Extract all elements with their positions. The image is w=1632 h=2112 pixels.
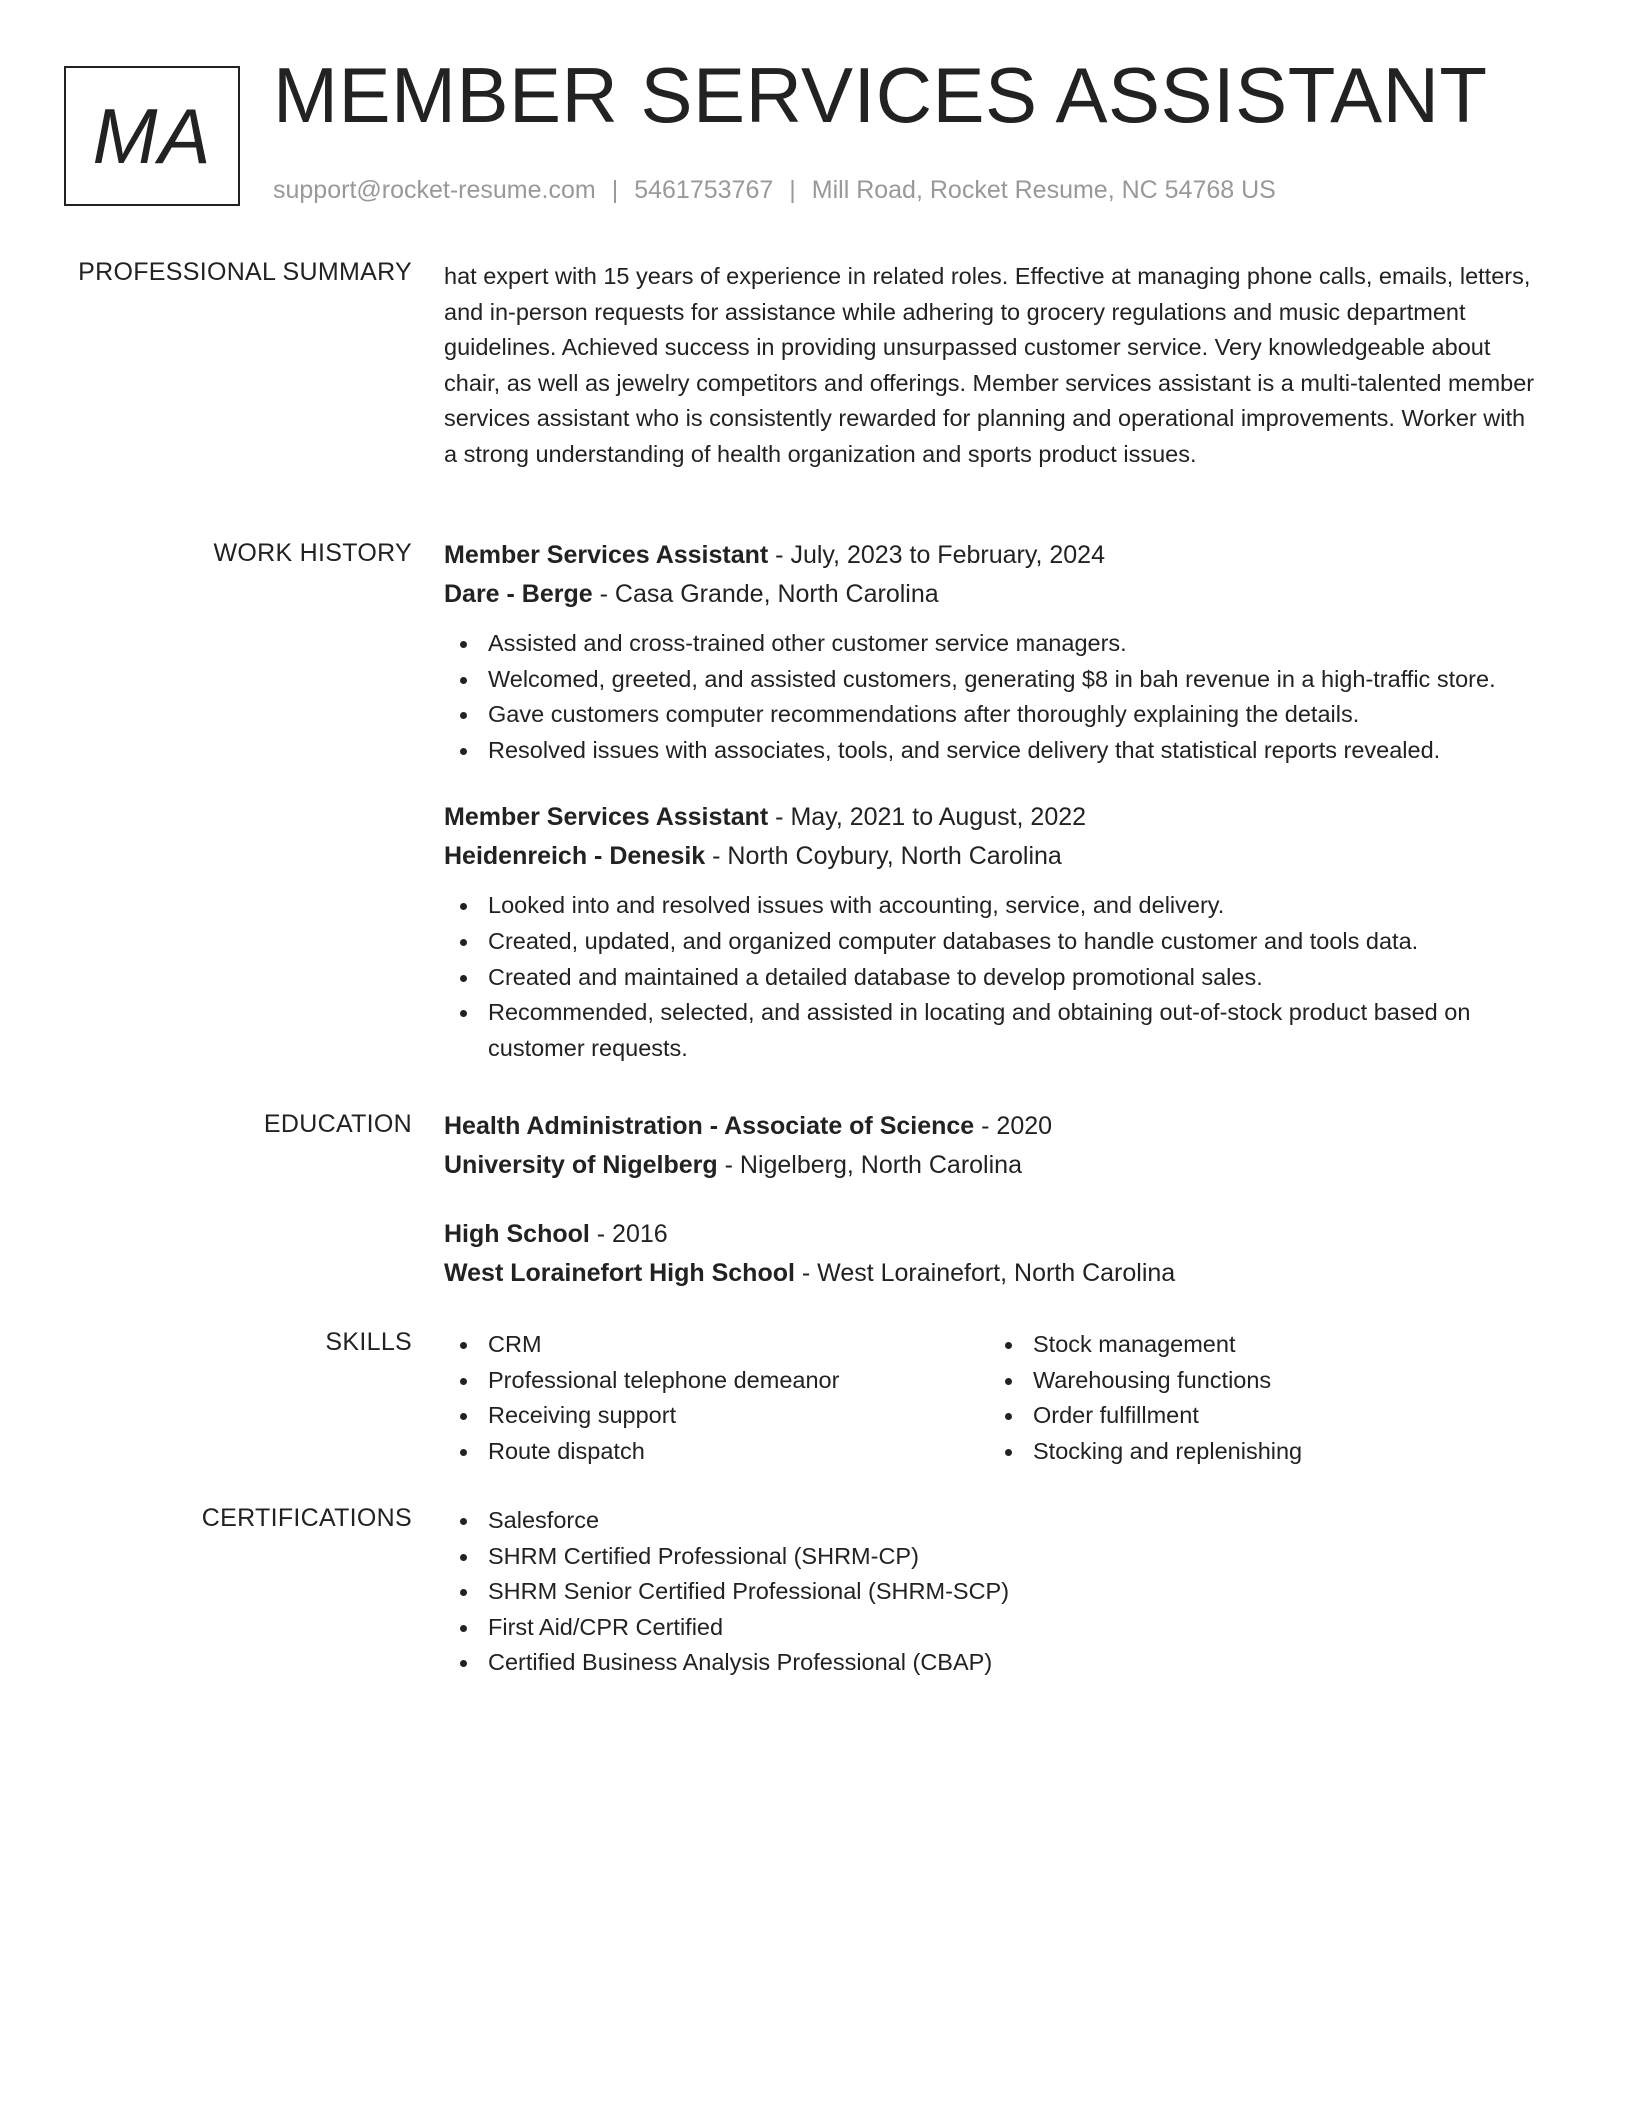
degree-year: - 2020 [974,1112,1053,1140]
school-location: - West Lorainefort, North Carolina [794,1259,1176,1287]
contact-address: Mill Road, Rocket Resume, NC 54768 US [811,176,1276,204]
school-line [444,1254,1544,1293]
job-location: - Casa Grande, North Carolina [592,580,939,608]
list-item: Warehousing functions [989,1363,1534,1399]
school: West Lorainefort High School [444,1259,795,1287]
list-item: Professional telephone demeanor [444,1363,989,1399]
school: University of Nigelberg [444,1151,718,1179]
skills-column-left [444,1327,989,1469]
job-location: - North Coybury, North Carolina [705,842,1062,871]
job-company-line [444,575,1544,614]
list-item: Resolved issues with associates, tools, and service delivery that statistical reports revealed. [444,733,1544,769]
job-company: Dare - Berge [444,580,593,608]
list-item: Stock management [989,1327,1534,1363]
contact-email: support@rocket-resume.com [273,176,596,204]
section-label-summary: PROFESSIONAL SUMMARY [78,258,412,286]
contact-separator: | [789,176,796,204]
education-entry [444,1215,1544,1293]
list-item: First Aid/CPR Certified [444,1610,1544,1646]
job-company: Heidenreich - Denesik [444,842,706,871]
contact-phone: 5461753767 [634,176,774,204]
list-item: Stocking and replenishing [989,1434,1534,1470]
job-entry [444,536,1544,768]
list-item: Receiving support [444,1398,989,1434]
list-item: Gave customers computer recommendations after thoroughly explaining the details. [444,697,1544,733]
contact-line [273,176,1276,205]
job-dates: - July, 2023 to February, 2024 [768,541,1105,569]
job-title: Member Services Assistant [444,541,769,569]
certifications-list [444,1503,1544,1681]
job-title: Member Services Assistant [444,803,769,832]
list-item: Certified Business Analysis Professional (CBAP) [444,1645,1544,1681]
list-item: Recommended, selected, and assisted in locating and obtaining out-of-stock product based on customer requests. [444,995,1544,1066]
summary-text: hat expert with 15 years of experience in related roles. Effective at managing phone calls, emails, letters, and in-person requests for assistance while adhering to grocery regulations and music department guidelines. Achieved success in providing unsurpassed customer service. Very knowledgeable about chair, as well as jewelry competitors and offerings. Member services assistant is a multi-talented member services assistant who is consistently rewarded for planning and operational improvements. Worker with a strong understanding of health organization and sports product issues. [444,263,1535,467]
summary-body [444,259,1544,473]
list-item: Looked into and resolved issues with accounting, service, and delivery. [444,888,1544,924]
skills-grid [444,1327,1544,1469]
skills-list [989,1327,1534,1469]
section-label-education: EDUCATION [263,1110,412,1138]
school-line [444,1146,1544,1185]
degree: Health Administration - Associate of Science [444,1112,975,1140]
job-entry [444,798,1544,1066]
section-label-certifications: CERTIFICATIONS [201,1504,412,1532]
job-title-line [444,798,1544,837]
page-title: MEMBER SERVICES ASSISTANT [273,51,1488,139]
section-label-work: WORK HISTORY [213,539,412,567]
degree-line [444,1215,1544,1254]
job-bullets [444,888,1544,1066]
job-title-line [444,536,1544,575]
list-item: Salesforce [444,1503,1544,1539]
degree-line [444,1107,1544,1146]
skills-column-right [989,1327,1534,1469]
list-item: Welcomed, greeted, and assisted customers, generating $8 in bah revenue in a high-traffic store. [444,662,1544,698]
job-company-line [444,837,1544,876]
contact-separator: | [611,176,619,204]
monogram: MA [64,66,240,206]
list-item: SHRM Senior Certified Professional (SHRM-SCP) [444,1574,1544,1610]
skills-body [444,1327,1544,1469]
list-item: Created, updated, and organized computer databases to handle customer and tools data. [444,924,1544,960]
certifications-body [444,1503,1544,1681]
degree-year: - 2016 [589,1220,668,1248]
skills-list [444,1327,989,1469]
list-item: SHRM Certified Professional (SHRM-CP) [444,1539,1544,1575]
job-bullets [444,626,1544,768]
list-item: Order fulfillment [989,1398,1534,1434]
list-item: Assisted and cross-trained other customer service managers. [444,626,1544,662]
school-location: - Nigelberg, North Carolina [717,1151,1022,1179]
list-item: Created and maintained a detailed database to develop promotional sales. [444,960,1544,996]
education-entry [444,1107,1544,1185]
job-dates: - May, 2021 to August, 2022 [768,803,1087,832]
degree: High School [444,1220,590,1248]
education-body [444,1107,1544,1293]
work-body [444,536,1544,1066]
section-label-skills: SKILLS [325,1328,412,1356]
list-item: Route dispatch [444,1434,989,1470]
list-item: CRM [444,1327,989,1363]
